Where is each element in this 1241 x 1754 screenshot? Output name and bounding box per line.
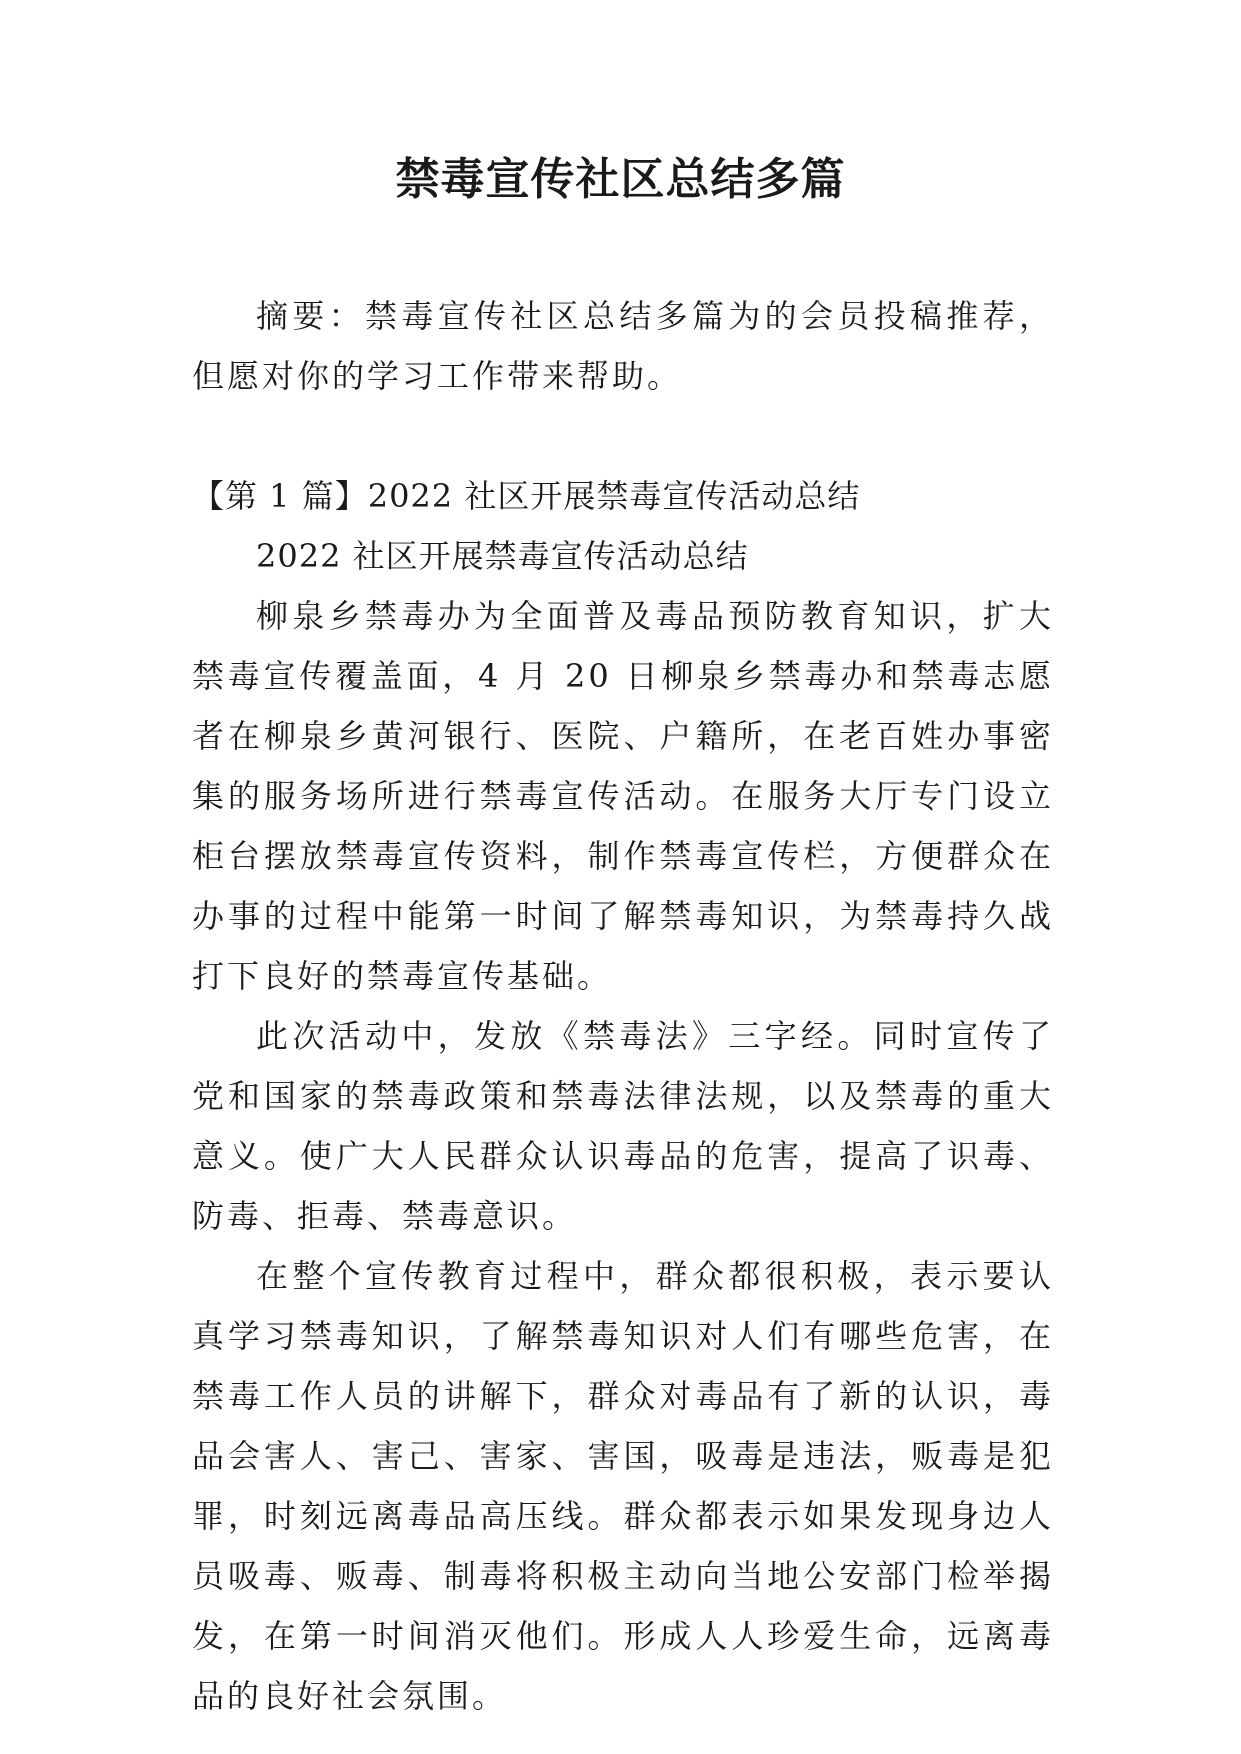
- section-heading: 【第 1 篇】2022 社区开展禁毒宣传活动总结: [192, 477, 861, 515]
- abstract-paragraph: 摘要：禁毒宣传社区总结多篇为的会员投稿推荐，但愿对你的学习工作带来帮助。: [192, 297, 1054, 395]
- body-paragraph-3: 在整个宣传教育过程中，群众都很积极，表示要认真学习禁毒知识，了解禁毒知识对人们有哪些危害，在禁毒工作人员的讲解下，群众对毒品有了新的认识，毒品会害人、害己、害家、害国，吸毒是违法，贩毒是犯罪，时刻远离毒品高压线。群众都表示如果发现身边人员吸毒、贩毒、制毒将积极主动向当地公安部门检举揭发，在第一时间消灭他们。形成人人珍爱生命，远离毒品的良好社会氛围。: [192, 1257, 1054, 1715]
- document-title: 禁毒宣传社区总结多篇: [395, 154, 846, 205]
- body-paragraph-2: 此次活动中，发放《禁毒法》三字经。同时宣传了党和国家的禁毒政策和禁毒法律法规，以及禁毒的重大意义。使广大人民群众认识毒品的危害，提高了识毒、防毒、拒毒、禁毒意识。: [192, 1017, 1054, 1235]
- body-paragraph-1: 柳泉乡禁毒办为全面普及毒品预防教育知识，扩大禁毒宣传覆盖面，4 月 20 日柳泉乡禁毒办和禁毒志愿者在柳泉乡黄河银行、医院、户籍所，在老百姓办事密集的服务场所进行禁毒宣传活动。在服务大厅专门设立柜台摆放禁毒宣传资料，制作禁毒宣传栏，方便群众在办事的过程中能第一时间了解禁毒知识，为禁毒持久战打下良好的禁毒宣传基础。: [192, 597, 1054, 995]
- section-subtitle: 2022 社区开展禁毒宣传活动总结: [256, 537, 749, 575]
- document-body: [192, 286, 1054, 1726]
